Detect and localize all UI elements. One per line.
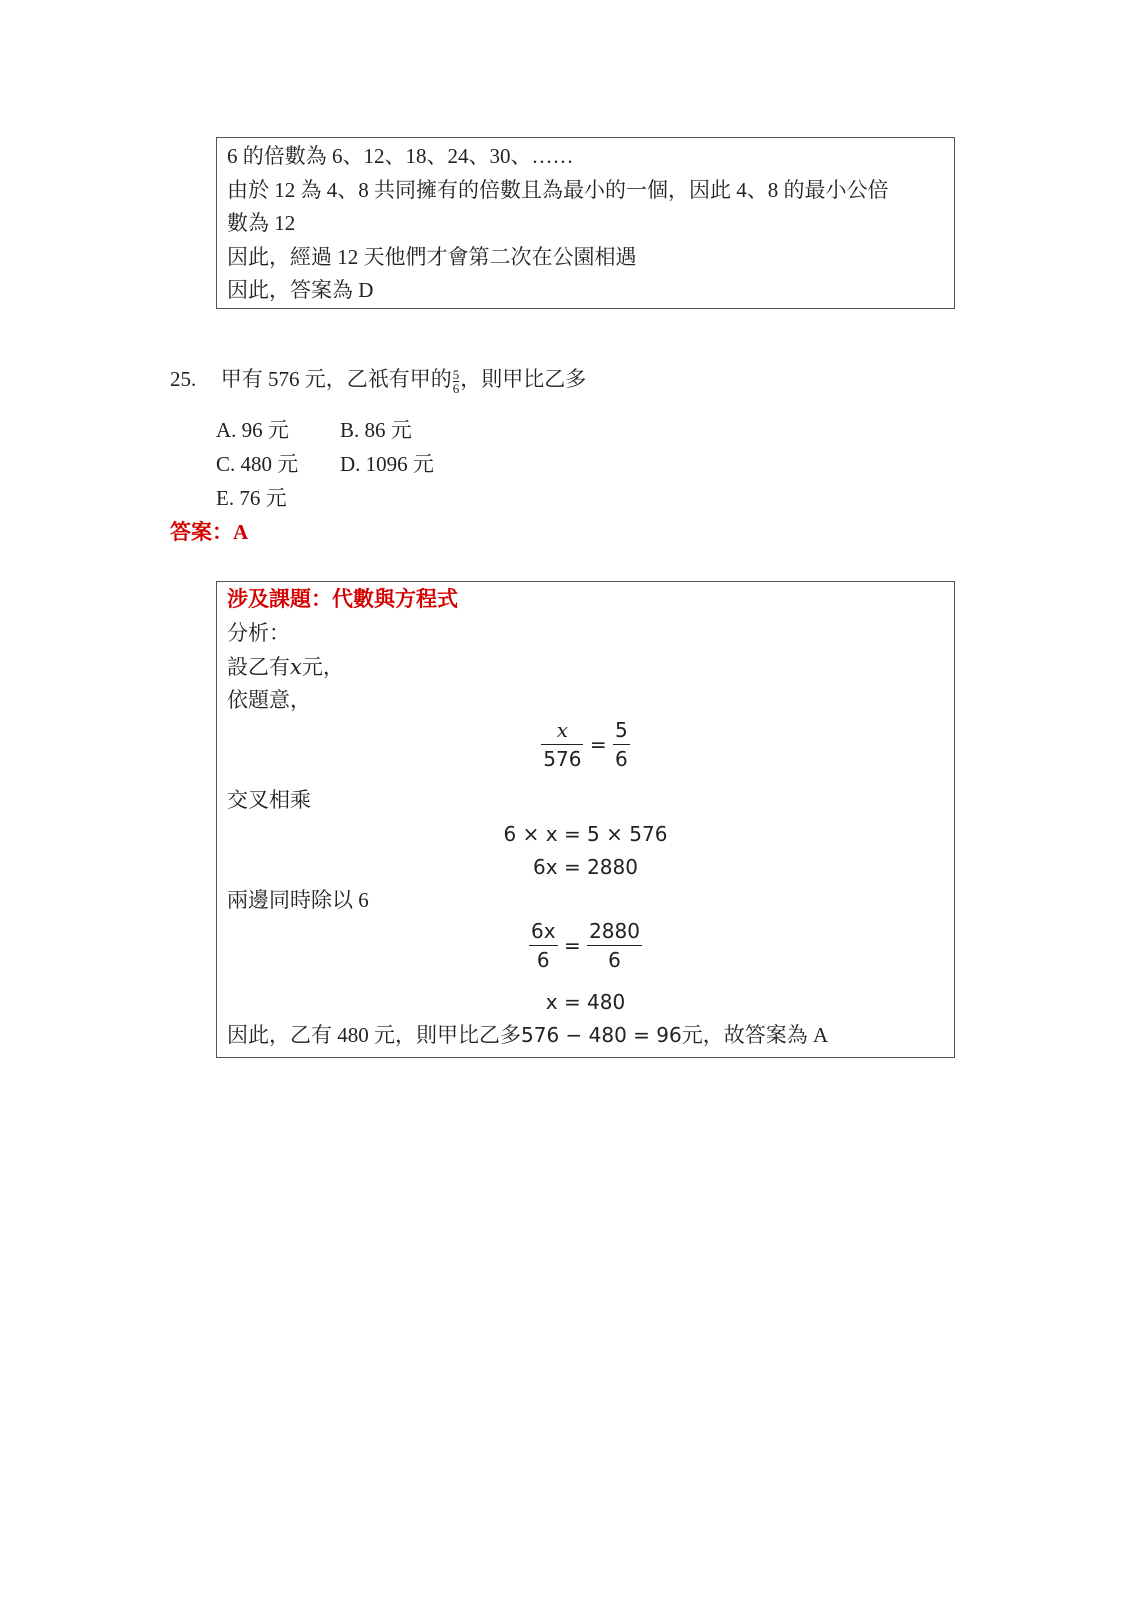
- cross-multiply-label: 交叉相乘: [227, 788, 311, 812]
- option-a: A. 96 元: [216, 418, 289, 442]
- equation-3: 6x = 2880: [533, 855, 638, 879]
- solution-box-previous: [216, 137, 955, 309]
- option-b: B. 86 元: [340, 418, 412, 442]
- conclusion: 因此，乙有 480 元，則甲比乙多576 − 480 = 96元，故答案為 A: [227, 1023, 829, 1047]
- box1-line1: 6 的倍數為 6、12、18、24、30、……: [227, 144, 574, 168]
- option-c: C. 480 元: [216, 452, 299, 476]
- answer-label: 答案：A: [170, 520, 249, 544]
- according-label: 依題意，: [227, 688, 311, 712]
- option-e: E. 76 元: [216, 486, 287, 510]
- option-d: D. 1096 元: [340, 452, 434, 476]
- analysis-label: 分析：: [227, 621, 290, 645]
- question-text-before: 甲有 576 元，乙祇有甲的: [220, 367, 452, 391]
- box1-line3: 數為 12: [227, 211, 296, 235]
- box1-line4: 因此，經過 12 天他們才會第二次在公園相遇: [227, 245, 637, 269]
- divide-label: 兩邊同時除以 6: [227, 888, 369, 912]
- question-number: 25.: [170, 367, 197, 391]
- equation-2: 6 × x = 5 × 576: [503, 822, 668, 846]
- let-statement: 設乙有x元，: [227, 655, 344, 679]
- solution-box: [216, 581, 955, 1058]
- question-fraction: $\frac{5}{6}$: [452, 366, 460, 396]
- box1-line5: 因此，答案為 D: [227, 278, 374, 302]
- equation-5: x = 480: [545, 990, 626, 1014]
- question-text-after: ，則甲比乙多: [460, 367, 587, 391]
- question-25: [170, 365, 586, 395]
- box1-line2: 由於 12 為 4、8 共同擁有的倍數且為最小的一個，因此 4、8 的最小公倍: [227, 178, 889, 202]
- topic-heading: 涉及課題：代數與方程式: [227, 587, 458, 611]
- equation-4: $\frac{6x}{6}$ = $\frac{2880}{6}$: [531, 919, 640, 972]
- equation-1: $\frac{x}{576}$ = $\frac{5}{6}$: [543, 718, 628, 771]
